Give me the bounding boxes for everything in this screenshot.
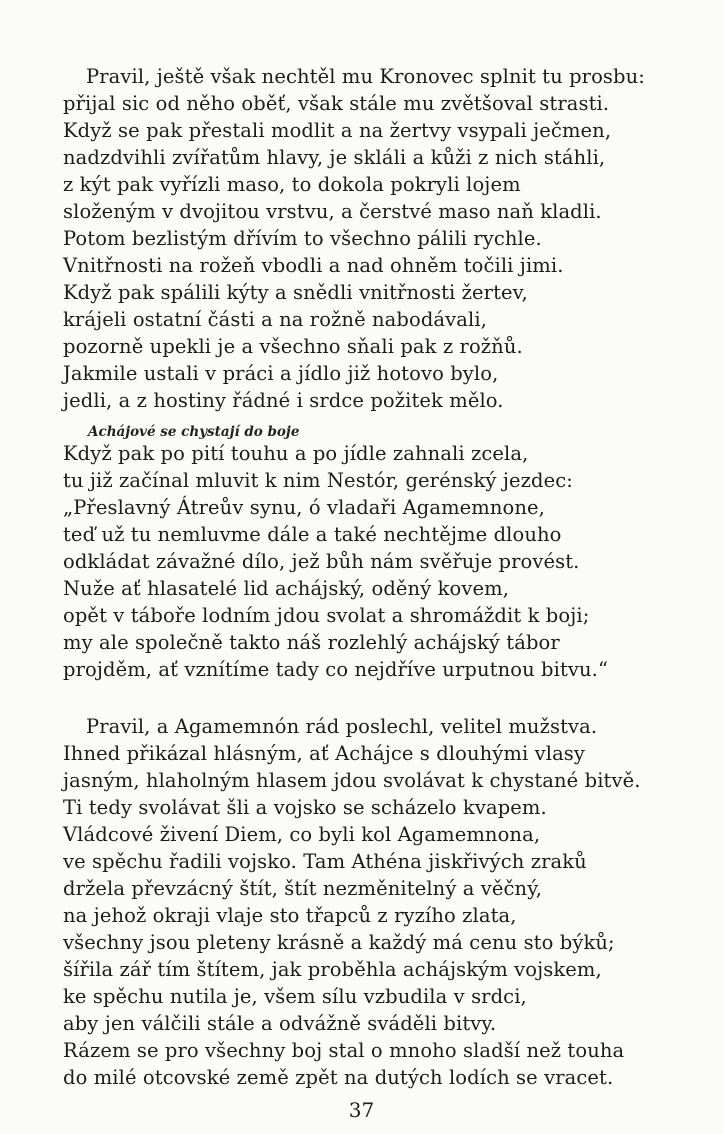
verse-line: do milé otcovské země zpět na dutých lodích se vracet. — [63, 1066, 614, 1089]
verse-line: držela převzácný štít, štít nezměnitelný a věčný, — [63, 877, 543, 900]
verse-line: odkládat závažné dílo, jež bůh nám svěřuje provést. — [63, 550, 580, 573]
verse-line: Pravil, a Agamemnón rád poslechl, velitel mužstva. — [86, 715, 598, 738]
verse-line: tu již začínal mluvit k nim Nestór, gerénský jezdec: — [63, 469, 573, 492]
verse-line: Ti tedy svolávat šli a vojsko se scházelo kvapem. — [63, 796, 547, 819]
verse-line: šířila zář tím štítem, jak proběhla achájským vojskem, — [63, 958, 602, 981]
verse-line: Ihned přikázal hlásným, ať Achájce s dlouhými vlasy — [63, 742, 586, 765]
verse-line: Když pak po pití touhu a po jídle zahnali zcela, — [63, 442, 529, 465]
section-heading: Achájové se chystají do boje — [88, 424, 300, 440]
verse-line: Vnitřnosti na rožeň vbodli a nad ohněm točili jimi. — [63, 254, 564, 277]
verse-line: Když se pak přestali modlit a na žertvy vsypali ječmen, — [63, 119, 612, 142]
verse-line: jedli, a z hostiny řádné i srdce požitek mělo. — [63, 389, 504, 412]
verse-line: Pravil, ještě však nechtěl mu Kronovec splnit tu prosbu: — [86, 65, 645, 88]
verse-line: „Přeslavný Átreův synu, ó vladaři Agamemnone, — [63, 496, 545, 519]
verse-line: Rázem se pro všechny boj stal o mnoho sladší než touha — [63, 1039, 625, 1062]
verse-line: jasným, hlaholným hlasem jdou svolávat k chystané bitvě. — [63, 769, 641, 792]
verse-line: složeným v dvojitou vrstvu, a čerstvé maso naň kladli. — [63, 200, 602, 223]
page-number: 37 — [348, 1098, 375, 1122]
verse-line: teď už tu nemluvme dále a také nechtějme dlouho — [63, 523, 562, 546]
verse-line: ve spěchu řadili vojsko. Tam Athéna jiskřivých zraků — [63, 850, 587, 873]
verse-line: Když pak spálili kýty a snědli vnitřnosti žertev, — [63, 281, 528, 304]
verse-line: Nuže ať hlasatelé lid achájský, oděný kovem, — [63, 577, 510, 600]
verse-line: Vládcové živení Diem, co byli kol Agamemnona, — [63, 823, 541, 846]
verse-line: nadzdvihli zvířatům hlavy, je skláli a kůži z nich stáhli, — [63, 146, 606, 169]
verse-line: aby jen válčili stále a odvážně sváděli bitvy. — [63, 1012, 497, 1035]
verse-line: pozorně upekli je a všechno sňali pak z rožňů. — [63, 335, 523, 358]
verse-line: projděm, ať vznítíme tady co nejdříve urputnou bitvu.“ — [63, 658, 609, 681]
verse-line: my ale společně takto náš rozlehlý achájský tábor — [63, 631, 560, 654]
verse-line: ke spěchu nutila je, všem sílu vzbudila v srdci, — [63, 985, 527, 1008]
verse-line: všechny jsou pleteny krásně a každý má cenu sto býků; — [63, 931, 615, 954]
verse-line: opět v táboře lodním jdou svolat a shromáždit k boji; — [63, 604, 590, 627]
verse-line: přijal sic od něho oběť, však stále mu zvětšoval strasti. — [63, 92, 610, 115]
verse-line: z kýt pak vyřízli maso, to dokola pokryli lojem — [63, 173, 521, 196]
verse-line: na jehož okraji vlaje sto třapců z ryzího zlata, — [63, 904, 517, 927]
verse-line: Jakmile ustali v práci a jídlo již hotovo bylo, — [63, 362, 499, 385]
verse-line: Potom bezlistým dřívím to všechno pálili rychle. — [63, 227, 542, 250]
verse-line: krájeli ostatní části a na rožně nabodávali, — [63, 308, 487, 331]
